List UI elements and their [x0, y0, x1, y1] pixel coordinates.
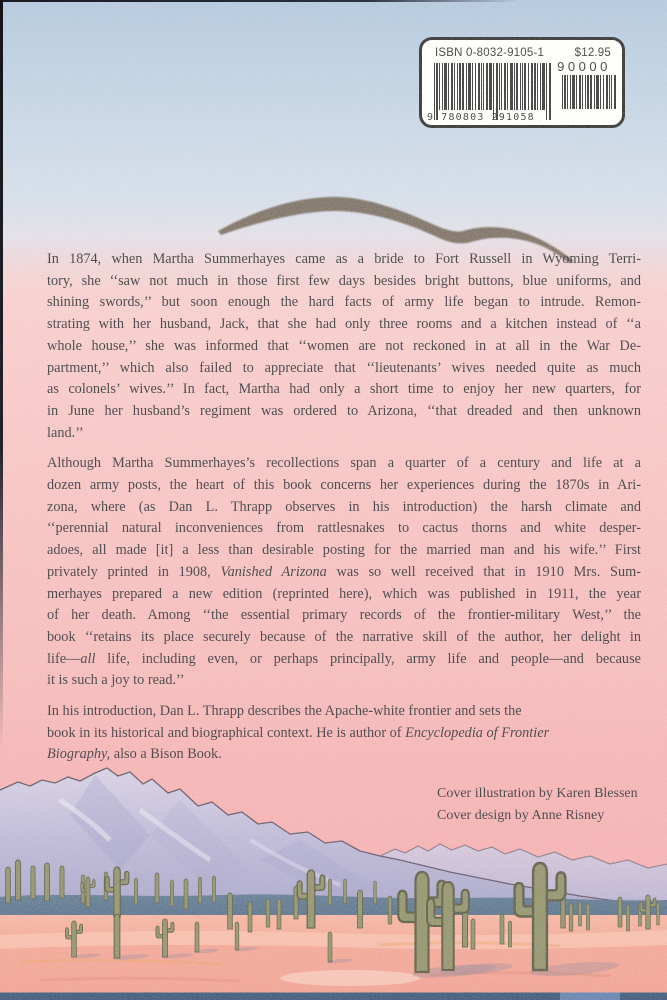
blurb-paragraph: In his introduction, Dan L. Thrapp describes the Apache-white frontier and sets the book in its historical and biographical context. He is author of Encyclopedia of Frontier Biography, also a Bison Book.: [47, 703, 550, 763]
saguaro-cactus: [343, 879, 346, 903]
saguaro-cactus: [328, 879, 331, 905]
barcode-label: [419, 37, 625, 128]
saguaro-cactus: [155, 873, 159, 903]
saguaro-cactus: [60, 866, 64, 898]
desert-landscape-illustration: [0, 740, 667, 1000]
saguaro-cactus: [618, 897, 622, 927]
price-text: $12.95: [574, 47, 611, 59]
isbn-text: ISBN 0-8032-9105-1: [435, 47, 545, 59]
scan-edge-top: [0, 0, 667, 2]
saguaro-cactus: [500, 914, 504, 944]
back-cover-blurb: [47, 249, 641, 766]
desert-floor: [0, 915, 667, 1000]
cover-design-credit: Cover design by Anne Risney: [437, 807, 605, 823]
saguaro-cactus: [358, 890, 363, 928]
saguaro-cactus: [657, 903, 660, 925]
saguaro-cactus: [586, 904, 589, 930]
saguaro-cactus: [388, 896, 392, 924]
bottom-dark-edge: [0, 993, 667, 1000]
saguaro-cactus: [471, 919, 475, 949]
ean-digits: 9 780803 291058: [427, 112, 535, 123]
saguaro-cactus: [195, 922, 199, 952]
supplement-code-text: 90000: [557, 59, 611, 74]
saguaro-cactus: [170, 880, 173, 906]
saguaro-cactus: [212, 876, 215, 902]
saguaro-cactus: [114, 914, 120, 958]
saguaro-cactus: [569, 903, 573, 931]
saguaro-cactus: [6, 867, 11, 903]
saguaro-cactus: [45, 863, 50, 901]
saguaro-cactus: [31, 866, 35, 899]
saguaro-cactus: [374, 881, 377, 903]
blurb-paragraph: In 1874, when Martha Summerhayes came as a bride to Fort Russell in Wyoming Terri- tory, she ‘‘saw not much in those first few days besides bright buttons, blue uniforms, and shining swords,’’ but soon enough the hard facts of army life began to intrude. Remon- strating with her husband, Jack, that she had only three rooms and a kitchen instead of ‘‘a whole house,’’ she was informed that ‘‘women are not reckoned in at all in the War De- partment,’’ which also failed to appreciate that ‘‘lieutenants’ wives needed quite as much as colonels’ wives.’’ In fact, Martha had only a short time to enjoy her new quarters, for in June her husband’s regiment was ordered to Arizona, ‘‘that dreaded and then unknown land.’’: [47, 251, 641, 441]
saguaro-cactus: [15, 860, 20, 900]
ean-barcode: [434, 63, 552, 110]
saguaro-cactus: [134, 878, 137, 904]
scan-edge-left: [0, 0, 3, 750]
saguaro-cactus: [266, 899, 270, 927]
saguaro-cactus: [184, 879, 188, 909]
cover-illustration-credit: Cover illustration by Karen Blessen: [437, 786, 638, 801]
blurb-paragraph: Although Martha Summerhayes’s recollections span a quarter of a century and life at a dozen army posts, the heart of this book concerns her experiences during the 1870s in Ari- zona, where (as Dan L. Thrapp observes in his introduction) the harsh climate and ‘‘perennial natural inconveniences from rattlesnakes to cactus thorns and white desper- adoes, all made [it] a less than desirable posting for the married man and his wife.’’ First privately printed in 1908, Vanished Arizona was so well received that in 1910 Mrs. Sum- merhayes prepared a new edition (reprinted here), which was published in 1911, the year of her death. Among ‘‘the essential primary records of the frontier-military West,’’ the book ‘‘retains its place securely because of the narrative skill of the author, her delight in life—all life, including even, or perhaps principally, army life and people—and because it is such a joy to read.’’: [47, 455, 641, 689]
saguaro-cactus: [277, 899, 281, 929]
saguaro-cactus: [198, 877, 201, 903]
supplemental-barcode: [562, 75, 616, 109]
saguaro-cactus: [626, 905, 629, 931]
saguaro-cactus: [248, 902, 252, 932]
saguaro-cactus: [328, 932, 332, 962]
saguaro-cactus: [508, 921, 511, 947]
saguaro-cactus: [228, 893, 233, 929]
saguaro-cactus: [578, 902, 581, 926]
saguaro-cactus: [235, 922, 239, 950]
